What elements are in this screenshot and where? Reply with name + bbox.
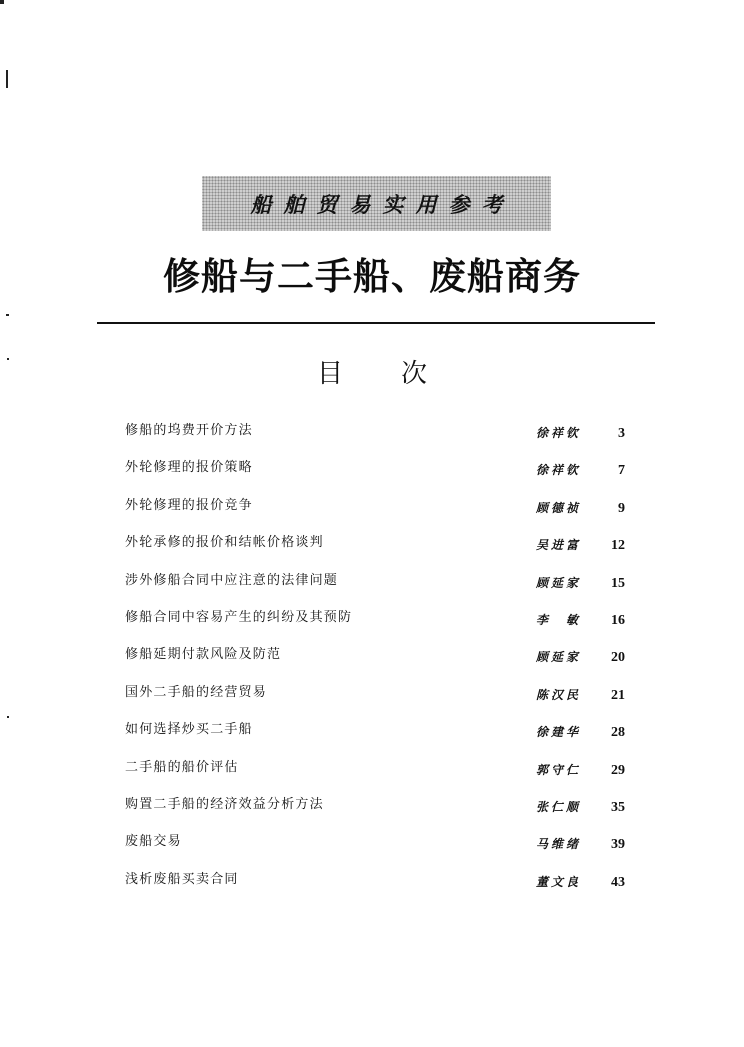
toc-entry-page: 21 (611, 687, 625, 703)
toc-entry-page: 35 (611, 799, 625, 815)
toc-entry-author: 顾德祯 (536, 500, 582, 515)
toc-entry-author: 郭守仁 (536, 762, 582, 777)
series-title: 船舶贸易实用参考 (250, 191, 515, 217)
toc-entry-page: 15 (611, 575, 625, 591)
toc-entry-author: 陈汉民 (536, 687, 582, 702)
table-of-contents (125, 420, 635, 906)
toc-entry-author: 徐祥钦 (536, 463, 582, 478)
toc-entry-author: 顾延家 (536, 650, 582, 665)
toc-entry-title: 涉外修船合同中应注意的法律问题 (125, 572, 339, 588)
toc-entry-author: 徐建华 (536, 725, 582, 740)
toc-entry-title: 废船交易 (125, 834, 182, 850)
toc-entry-page: 9 (618, 500, 625, 516)
toc-entry-page: 39 (611, 837, 625, 853)
toc-entry[interactable] (125, 495, 635, 532)
toc-entry[interactable] (125, 831, 635, 868)
page-title: 修船与二手船、废船商务 (163, 255, 581, 298)
toc-entry-page: 28 (611, 725, 625, 741)
toc-entry[interactable] (125, 420, 635, 457)
toc-entry-author: 马维绪 (536, 837, 582, 852)
toc-entry[interactable] (125, 644, 635, 681)
toc-entry-title: 修船的坞费开价方法 (125, 423, 253, 438)
toc-entry-page: 16 (611, 612, 625, 628)
toc-entry-author: 张仁顺 (536, 799, 582, 814)
toc-entry-title: 如何选择炒买二手船 (125, 722, 253, 738)
series-banner (202, 176, 551, 231)
scan-mark-line (6, 70, 8, 88)
toc-entry-title: 外轮承修的报价和结帐价格谈判 (125, 535, 324, 551)
toc-entry-title: 外轮修理的报价策略 (125, 460, 253, 476)
toc-entry-page: 12 (611, 538, 625, 554)
toc-entry[interactable] (125, 719, 635, 756)
toc-entry[interactable] (125, 457, 635, 494)
toc-entry[interactable] (125, 570, 635, 607)
toc-entry-title: 国外二手船的经营贸易 (125, 684, 268, 700)
toc-entry-page: 3 (618, 426, 625, 441)
scan-mark-dot (7, 716, 9, 718)
toc-entry-page: 20 (611, 650, 625, 666)
toc-heading: 目次 (316, 359, 485, 389)
toc-entry-author: 徐祥钦 (536, 426, 582, 440)
toc-entry-title: 浅析废船买卖合同 (125, 871, 239, 887)
toc-entry-page: 29 (611, 762, 625, 778)
toc-entry-title: 外轮修理的报价竞争 (125, 497, 253, 513)
toc-entry[interactable] (125, 869, 635, 906)
toc-entry-author: 李 敏 (536, 612, 582, 627)
toc-entry-title: 购置二手船的经济效益分析方法 (125, 796, 324, 812)
title-divider (97, 322, 655, 324)
toc-entry-title: 修船合同中容易产生的纠纷及其预防 (125, 609, 353, 625)
toc-entry[interactable] (125, 607, 635, 644)
toc-entry[interactable] (125, 757, 635, 794)
toc-entry-page: 7 (618, 463, 625, 479)
toc-entry[interactable] (125, 794, 635, 831)
scan-mark-corner (0, 0, 4, 4)
scan-mark-dot (6, 314, 9, 316)
toc-entry-title: 二手船的船价评估 (125, 759, 239, 775)
toc-entry-title: 修船延期付款风险及防范 (125, 647, 282, 663)
toc-entry[interactable] (125, 532, 635, 569)
toc-entry-author: 吴进富 (536, 538, 582, 553)
toc-entry-author: 顾延家 (536, 575, 582, 590)
toc-entry-page: 43 (611, 874, 625, 890)
toc-entry[interactable] (125, 682, 635, 719)
toc-entry-author: 董文良 (536, 874, 582, 889)
